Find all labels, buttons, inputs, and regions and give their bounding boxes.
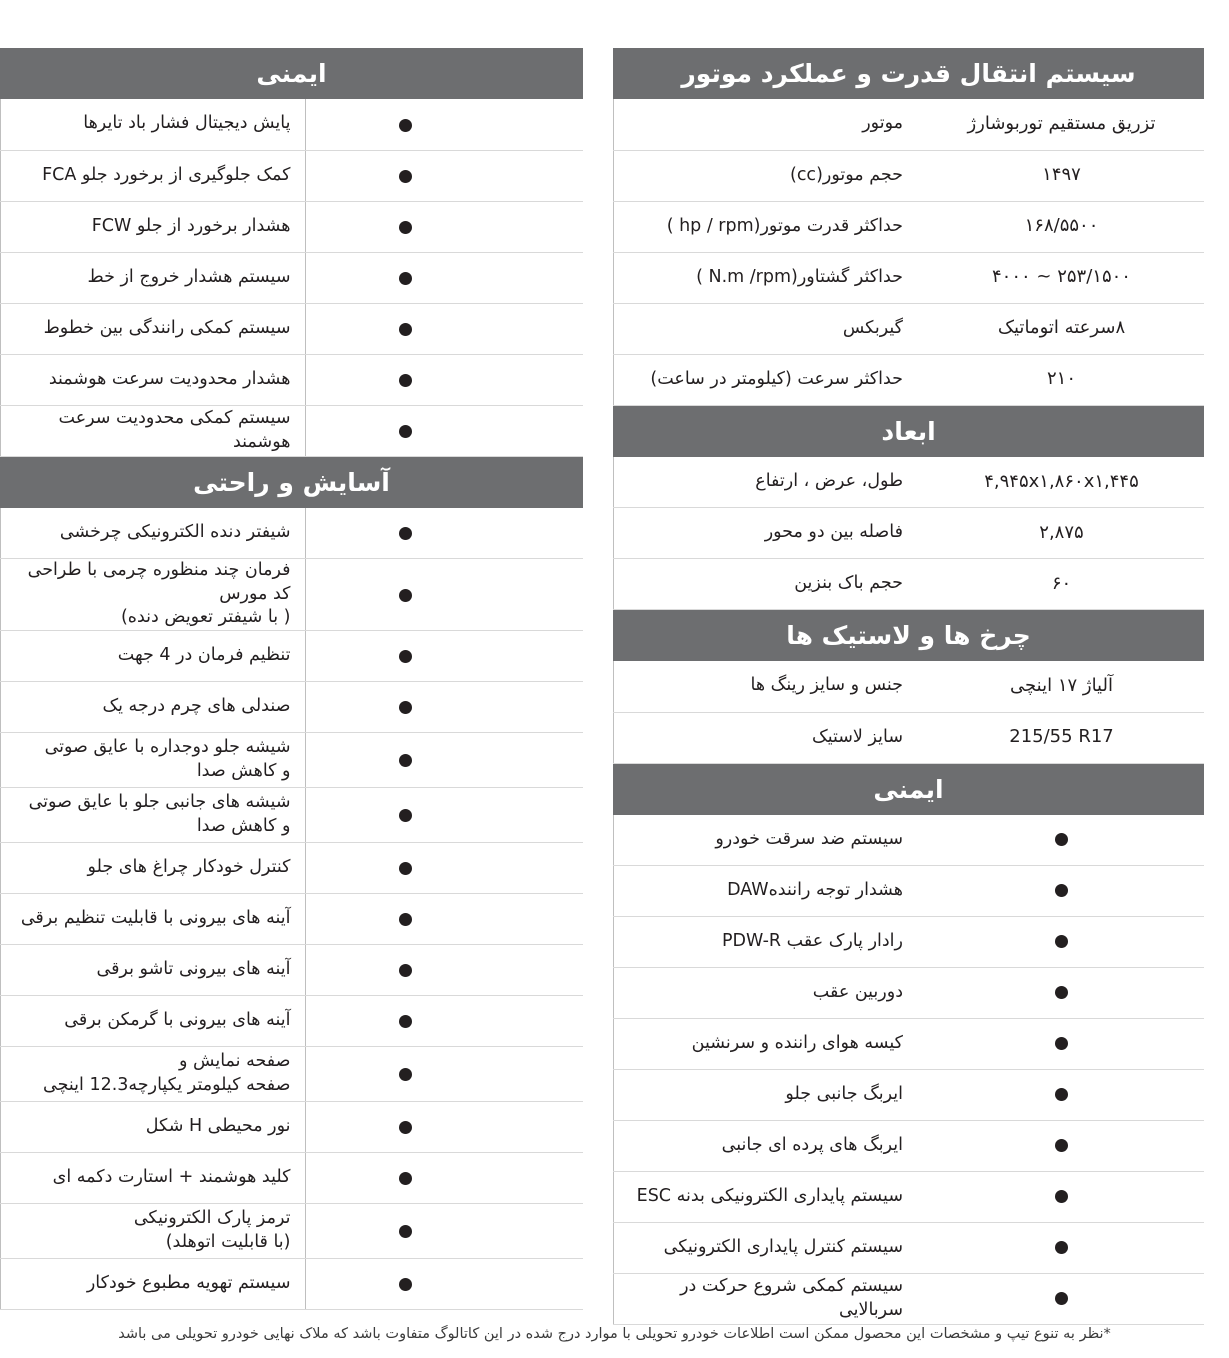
table-row [613, 917, 1204, 968]
table-row [0, 201, 583, 252]
spec-value: ۴,۹۴۵x۱,۸۶۰x۱,۴۴۵ [919, 457, 1204, 508]
feature-included-bullet [305, 893, 505, 944]
section-dimensions [613, 406, 1204, 611]
feature-label: سیستم تهویه مطبوع خودکار [0, 1258, 305, 1309]
feature-label: پایش دیجیتال فشار باد تایرها [0, 99, 305, 150]
bullet-dot-icon [399, 1068, 412, 1081]
bullet-dot-icon [1055, 986, 1068, 999]
spec-label: سیستم کمکی شروع حرکت در سربالایی [613, 1274, 919, 1325]
spacer-cell [505, 150, 583, 201]
spec-label: ایربگ های پرده ای جانبی [613, 1121, 919, 1172]
spacer-cell [505, 508, 583, 559]
spacer-cell [505, 405, 583, 456]
feature-included-bullet [919, 866, 1204, 917]
spec-label: حداکثر سرعت (کیلومتر در ساعت) [613, 354, 919, 405]
spacer-cell [505, 559, 583, 631]
spacer-cell [505, 944, 583, 995]
feature-label: صفحه نمایش و صفحه کیلومتر یکپارچه12.3 اینچی [0, 1046, 305, 1101]
spacer-cell [505, 99, 583, 150]
spacer-cell [505, 1046, 583, 1101]
spec-label: رادار پارک عقب PDW-R [613, 917, 919, 968]
spec-label: سایز لاستیک [613, 712, 919, 763]
table-row [613, 508, 1204, 559]
spacer-cell [505, 1152, 583, 1203]
feature-included-bullet [305, 732, 505, 787]
feature-included-bullet [919, 815, 1204, 866]
bullet-dot-icon [399, 1015, 412, 1028]
table-row [613, 1070, 1204, 1121]
feature-included-bullet [919, 1172, 1204, 1223]
spacer-cell [505, 630, 583, 681]
table-row [0, 1152, 583, 1203]
bullet-dot-icon [399, 221, 412, 234]
table-row [613, 712, 1204, 763]
spec-value: ۱۴۹۷ [919, 150, 1204, 201]
bullet-dot-icon [1055, 1292, 1068, 1305]
spacer-cell [505, 303, 583, 354]
section-header-dimensions: ابعاد [613, 406, 1204, 457]
feature-label: آینه های بیرونی با گرمکن برقی [0, 995, 305, 1046]
table-row [0, 787, 583, 842]
feature-label: صندلی های چرم درجه یک [0, 681, 305, 732]
table-row [0, 681, 583, 732]
table-row [613, 201, 1204, 252]
table-row [0, 1101, 583, 1152]
bullet-dot-icon [399, 1225, 412, 1238]
spec-value: ۲۵۳/۱۵۰۰ ~ ۴۰۰۰ [919, 252, 1204, 303]
spec-value-text: 215/55 R17 [1009, 726, 1114, 748]
spec-value: ۲,۸۷۵ [919, 508, 1204, 559]
table-row [0, 842, 583, 893]
table-row [613, 457, 1204, 508]
section-header-comfort: آسایش و راحتی [0, 457, 583, 508]
table-row [0, 303, 583, 354]
spec-label: سیستم پایداری الکترونیکی بدنه ESC [613, 1172, 919, 1223]
spec-label: هشدار توجه رانندهDAW [613, 866, 919, 917]
feature-label: کمک جلوگیری از برخورد جلو FCA [0, 150, 305, 201]
spec-label: فاصله بین دو محور [613, 508, 919, 559]
feature-label: آینه های بیرونی با قابلیت تنظیم برقی [0, 893, 305, 944]
table-row [613, 252, 1204, 303]
feature-included-bullet [919, 917, 1204, 968]
spacer-cell [505, 893, 583, 944]
table-row [0, 630, 583, 681]
section-safety-left [0, 48, 583, 457]
table-row [613, 661, 1204, 712]
feature-included-bullet [305, 405, 505, 456]
spec-table-safety-right [613, 815, 1205, 1326]
table-row [0, 354, 583, 405]
feature-label: فرمان چند منظوره چرمی با طراحی کد مورس ( با شیفتر تعویض دنده) [0, 559, 305, 631]
section-header-safety-right: ایمنی [613, 764, 1204, 815]
feature-label: آینه های بیرونی تاشو برقی [0, 944, 305, 995]
spacer-cell [505, 354, 583, 405]
feature-label: شیشه جلو دوجداره با عایق صوتی و کاهش صدا [0, 732, 305, 787]
table-row [0, 944, 583, 995]
feature-label: کنترل خودکار چراغ های جلو [0, 842, 305, 893]
spec-table-dimensions [613, 457, 1205, 611]
spec-label: سیستم کنترل پایداری الکترونیکی [613, 1223, 919, 1274]
feature-included-bullet [305, 787, 505, 842]
feature-label: ترمز پارک الکترونیکی (با قابلیت اتوهلد) [0, 1203, 305, 1258]
feature-label: شیفتر دنده الکترونیکی چرخشی [0, 508, 305, 559]
spec-value: تزریق مستقیم توربوشارژ [919, 99, 1204, 150]
table-row [613, 1172, 1204, 1223]
spec-label: گیربکس [613, 303, 919, 354]
feature-label: شیشه های جانبی جلو با عایق صوتی و کاهش صدا [0, 787, 305, 842]
section-comfort [0, 457, 583, 1310]
spacer-cell [505, 1203, 583, 1258]
table-row [0, 252, 583, 303]
table-row [0, 150, 583, 201]
feature-included-bullet [305, 1258, 505, 1309]
bullet-dot-icon [1055, 935, 1068, 948]
feature-included-bullet [305, 252, 505, 303]
section-wheels-tires [613, 610, 1204, 764]
table-row [613, 1121, 1204, 1172]
footer-disclaimer: *نظر به تنوع تیپ و مشخصات این محصول ممکن است اطلاعات خودرو تحویلی با موارد درج شده در این کاتالوگ متفاوت باشد که ملاک نهایی خودرو تحویلی می باشد [118, 1325, 1111, 1342]
feature-included-bullet [919, 1274, 1204, 1325]
feature-included-bullet [305, 201, 505, 252]
feature-included-bullet [305, 1152, 505, 1203]
feature-included-bullet [305, 508, 505, 559]
feature-included-bullet [305, 1046, 505, 1101]
spacer-cell [505, 995, 583, 1046]
bullet-dot-icon [399, 527, 412, 540]
section-safety-right [613, 764, 1204, 1326]
spacer-cell [505, 201, 583, 252]
bullet-dot-icon [1055, 884, 1068, 897]
spec-label: حداکثر گشتاور(N.m /rpm ) [613, 252, 919, 303]
bullet-dot-icon [399, 701, 412, 714]
feature-included-bullet [919, 1223, 1204, 1274]
left-spec-column [0, 48, 583, 1358]
spacer-cell [505, 842, 583, 893]
table-row [0, 508, 583, 559]
bullet-dot-icon [399, 425, 412, 438]
spec-value: ۸سرعته اتوماتیک [919, 303, 1204, 354]
table-row [613, 150, 1204, 201]
spec-table-safety-left [0, 99, 583, 457]
feature-included-bullet [919, 1121, 1204, 1172]
bullet-dot-icon [399, 272, 412, 285]
bullet-dot-icon [1055, 1190, 1068, 1203]
feature-included-bullet [919, 1019, 1204, 1070]
feature-included-bullet [919, 968, 1204, 1019]
spacer-cell [505, 1101, 583, 1152]
section-header-safety-left: ایمنی [0, 48, 583, 99]
spec-label: طول، عرض ، ارتفاع [613, 457, 919, 508]
spacer-cell [505, 681, 583, 732]
right-spec-column [613, 48, 1204, 1358]
feature-label: هشدار برخورد از جلو FCW [0, 201, 305, 252]
feature-included-bullet [305, 1203, 505, 1258]
table-row [0, 99, 583, 150]
table-row [613, 354, 1204, 405]
spec-table-powertrain [613, 99, 1205, 406]
spacer-cell [505, 732, 583, 787]
table-row [613, 559, 1204, 610]
table-row [0, 559, 583, 631]
table-row [0, 405, 583, 456]
feature-included-bullet [305, 354, 505, 405]
bullet-dot-icon [399, 323, 412, 336]
table-row [0, 893, 583, 944]
table-row [0, 1046, 583, 1101]
bullet-dot-icon [399, 1121, 412, 1134]
bullet-dot-icon [399, 913, 412, 926]
feature-included-bullet [305, 681, 505, 732]
feature-included-bullet [305, 995, 505, 1046]
bullet-dot-icon [399, 650, 412, 663]
spec-value: ۲۱۰ [919, 354, 1204, 405]
feature-label: سیستم کمکی رانندگی بین خطوط [0, 303, 305, 354]
feature-label: سیستم کمکی محدودیت سرعت هوشمند [0, 405, 305, 456]
bullet-dot-icon [399, 170, 412, 183]
feature-included-bullet [305, 842, 505, 893]
bullet-dot-icon [1055, 1139, 1068, 1152]
spec-label: کیسه هوای راننده و سرنشین [613, 1019, 919, 1070]
feature-label: کلید هوشمند + استارت دکمه ای [0, 1152, 305, 1203]
bullet-dot-icon [399, 119, 412, 132]
table-row [0, 995, 583, 1046]
table-row [613, 866, 1204, 917]
feature-included-bullet [305, 559, 505, 631]
feature-label: نور محیطی H شکل [0, 1101, 305, 1152]
bullet-dot-icon [399, 374, 412, 387]
bullet-dot-icon [399, 1172, 412, 1185]
feature-included-bullet [305, 303, 505, 354]
feature-label: سیستم هشدار خروج از خط [0, 252, 305, 303]
spec-value: آلیاژ ۱۷ اینچی [919, 661, 1204, 712]
table-row [613, 815, 1204, 866]
feature-label: تنظیم فرمان در 4 جهت [0, 630, 305, 681]
feature-included-bullet [919, 1070, 1204, 1121]
feature-included-bullet [305, 1101, 505, 1152]
feature-label: هشدار محدودیت سرعت هوشمند [0, 354, 305, 405]
table-row [0, 1258, 583, 1309]
feature-included-bullet [305, 630, 505, 681]
bullet-dot-icon [399, 589, 412, 602]
spec-value [919, 712, 1204, 763]
spec-label: سیستم ضد سرقت خودرو [613, 815, 919, 866]
spec-label: ایربگ جانبی جلو [613, 1070, 919, 1121]
feature-included-bullet [305, 944, 505, 995]
section-powertrain [613, 48, 1204, 406]
bullet-dot-icon [1055, 1241, 1068, 1254]
feature-included-bullet [305, 99, 505, 150]
bullet-dot-icon [399, 809, 412, 822]
table-row [0, 1203, 583, 1258]
bullet-dot-icon [399, 1278, 412, 1291]
bullet-dot-icon [399, 754, 412, 767]
spec-label: دوربین عقب [613, 968, 919, 1019]
spec-label: حداکثر قدرت موتور(hp / rpm ) [613, 201, 919, 252]
bullet-dot-icon [1055, 1037, 1068, 1050]
spacer-cell [505, 787, 583, 842]
table-row [0, 732, 583, 787]
table-row [613, 1223, 1204, 1274]
bullet-dot-icon [399, 964, 412, 977]
spec-value: ۱۶۸/۵۵۰۰ [919, 201, 1204, 252]
spec-label: حجم باک بنزین [613, 559, 919, 610]
spec-label: جنس و سایز رینگ ها [613, 661, 919, 712]
section-header-powertrain: سیستم انتقال قدرت و عملکرد موتور [613, 48, 1204, 99]
spec-table-comfort [0, 508, 583, 1310]
section-header-wheels-tires: چرخ ها و لاستیک ها [613, 610, 1204, 661]
bullet-dot-icon [1055, 833, 1068, 846]
table-row [613, 1019, 1204, 1070]
table-row [613, 99, 1204, 150]
table-row [613, 1274, 1204, 1325]
spec-table-wheels-tires [613, 661, 1205, 764]
feature-included-bullet [305, 150, 505, 201]
bullet-dot-icon [399, 862, 412, 875]
spec-label: موتور [613, 99, 919, 150]
spec-label: حجم موتور(cc) [613, 150, 919, 201]
bullet-dot-icon [1055, 1088, 1068, 1101]
table-row [613, 303, 1204, 354]
spec-value: ۶۰ [919, 559, 1204, 610]
spacer-cell [505, 1258, 583, 1309]
spacer-cell [505, 252, 583, 303]
table-row [613, 968, 1204, 1019]
